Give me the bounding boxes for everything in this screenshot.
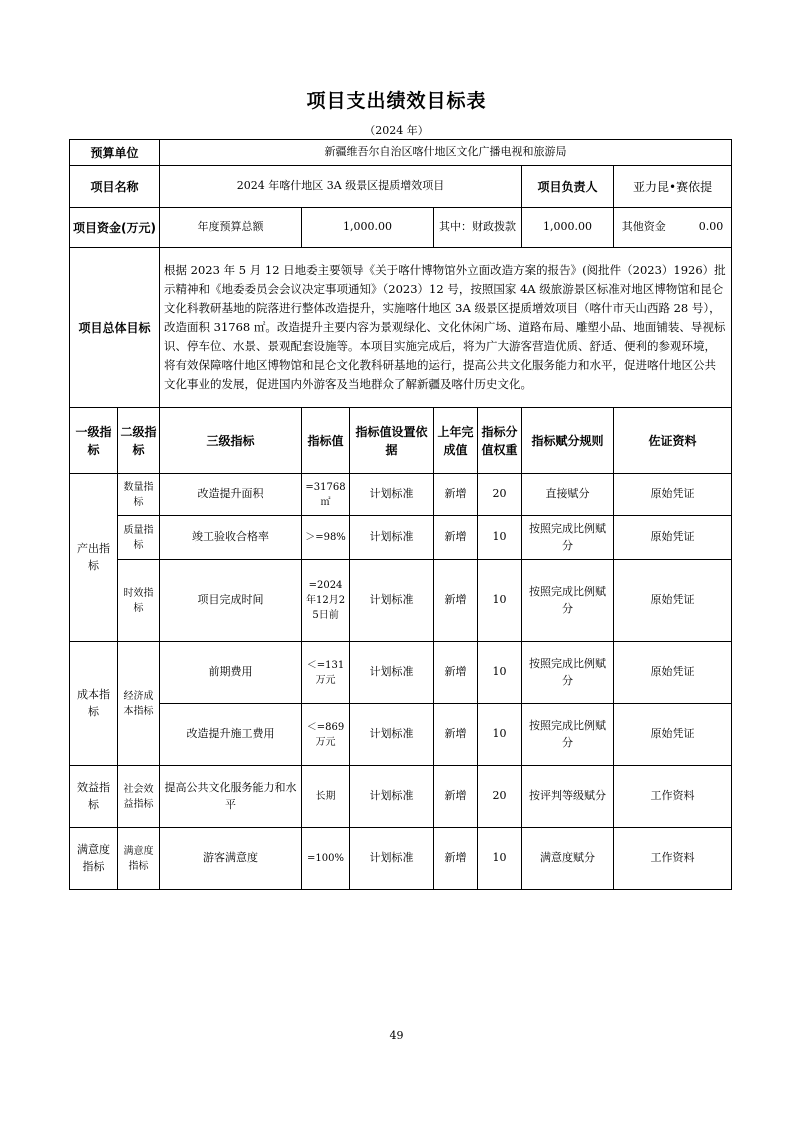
value-cell: =2024年12月25日前 — [302, 560, 350, 642]
other-funds-value: 0.00 — [698, 220, 724, 234]
table-row — [70, 642, 732, 704]
value-cell: 长期 — [302, 766, 350, 828]
weight-cell: 10 — [478, 560, 522, 642]
level2-cell: 经济成本指标 — [118, 642, 160, 766]
basis-cell: 计划标准 — [350, 516, 434, 560]
other-funds-cell — [614, 208, 732, 248]
evidence-cell: 原始凭证 — [614, 560, 732, 642]
fiscal-allocation-label: 其中：财政拨款 — [434, 208, 522, 248]
annual-budget-total-value: 1,000.00 — [302, 208, 434, 248]
weight-cell: 20 — [478, 474, 522, 516]
scoring-rule-cell: 按评判等级赋分 — [522, 766, 614, 828]
project-name-value: 2024 年喀什地区 3A 级景区提质增效项目 — [160, 166, 522, 208]
level3-cell: 前期费用 — [160, 642, 302, 704]
weight-cell: 10 — [478, 704, 522, 766]
level3-cell: 项目完成时间 — [160, 560, 302, 642]
weight-cell: 10 — [478, 642, 522, 704]
header-basis: 指标值设置依据 — [350, 408, 434, 474]
level3-cell: 竣工验收合格率 — [160, 516, 302, 560]
level3-cell: 改造提升面积 — [160, 474, 302, 516]
scoring-rule-cell: 按照完成比例赋分 — [522, 642, 614, 704]
header-level1: 一级指标 — [70, 408, 118, 474]
level1-cell: 效益指标 — [70, 766, 118, 828]
weight-cell: 20 — [478, 766, 522, 828]
scoring-rule-cell: 满意度赋分 — [522, 828, 614, 890]
basis-cell: 计划标准 — [350, 642, 434, 704]
overall-goal-text: 根据 2023 年 5 月 12 日地委主要领导《关于喀什博物馆外立面改造方案的报告》(阅批件（2023）1926）批示精神和《地委委员会会议决定事项通知》（2023）12 号，按照国家 4A 级旅游景区标准对地区博物馆和昆仑文化科教研基地的院落进行整体改造提升，实施喀什地区 3A 级景区提质增效项目（喀什市天山西路 28 号），改造面积 31768 ㎡。改造提升主要内容为景观绿化、文化休闲广场、道路布局、雕塑小品、地面铺装、导视标识、停车位、水景、景观配套设施等。本项目实施完成后，将为广大游客营造优质、舒适、便利的参观环境，将有效保障喀什地区博物馆和昆仑文化教科研基地的运行，提高公共文化服务能力和水平，促进喀什地区公共文化事业的发展，促进国内外游客及当地群众了解新疆及喀什历史文化。 — [160, 248, 732, 408]
prev-year-cell: 新增 — [434, 704, 478, 766]
prev-year-cell: 新增 — [434, 474, 478, 516]
project-name-label: 项目名称 — [70, 166, 160, 208]
scoring-rule-cell: 按照完成比例赋分 — [522, 516, 614, 560]
table-row — [70, 560, 732, 642]
evidence-cell: 工作资料 — [614, 828, 732, 890]
table-row — [70, 766, 732, 828]
basis-cell: 计划标准 — [350, 474, 434, 516]
header-evidence: 佐证资料 — [614, 408, 732, 474]
table-row — [70, 828, 732, 890]
table-row — [70, 516, 732, 560]
level3-cell: 游客满意度 — [160, 828, 302, 890]
scoring-rule-cell: 按照完成比例赋分 — [522, 704, 614, 766]
project-lead-value: 亚力昆•赛依提 — [614, 166, 732, 208]
table-row — [70, 474, 732, 516]
header-scoring-rule: 指标赋分规则 — [522, 408, 614, 474]
header-value: 指标值 — [302, 408, 350, 474]
header-weight: 指标分值权重 — [478, 408, 522, 474]
value-cell: =100% — [302, 828, 350, 890]
weight-cell: 10 — [478, 828, 522, 890]
value-cell: ＜=131万元 — [302, 642, 350, 704]
table-row — [70, 704, 732, 766]
basis-cell: 计划标准 — [350, 704, 434, 766]
weight-cell: 10 — [478, 516, 522, 560]
header-level3: 三级指标 — [160, 408, 302, 474]
scoring-rule-cell: 按照完成比例赋分 — [522, 560, 614, 642]
evidence-cell: 原始凭证 — [614, 516, 732, 560]
level1-cell: 满意度指标 — [70, 828, 118, 890]
level2-cell: 质量指标 — [118, 516, 160, 560]
prev-year-cell: 新增 — [434, 560, 478, 642]
level2-cell: 社会效益指标 — [118, 766, 160, 828]
prev-year-cell: 新增 — [434, 828, 478, 890]
performance-goal-table — [69, 139, 732, 890]
header-prev-year: 上年完成值 — [434, 408, 478, 474]
project-lead-label: 项目负责人 — [522, 166, 614, 208]
value-cell: ＜=869万元 — [302, 704, 350, 766]
evidence-cell: 原始凭证 — [614, 474, 732, 516]
level2-cell: 数量指标 — [118, 474, 160, 516]
page-title: 项目支出绩效目标表 — [306, 90, 487, 112]
project-funds-label: 项目资金(万元) — [70, 208, 160, 248]
value-cell: ＞=98% — [302, 516, 350, 560]
level1-cell: 产出指标 — [70, 474, 118, 642]
year-label: （2024 年） — [364, 124, 429, 137]
annual-budget-total-label: 年度预算总额 — [160, 208, 302, 248]
level2-cell: 时效指标 — [118, 560, 160, 642]
basis-cell: 计划标准 — [350, 766, 434, 828]
level2-cell: 满意度指标 — [118, 828, 160, 890]
page-number: 49 — [389, 1029, 404, 1042]
evidence-cell: 工作资料 — [614, 766, 732, 828]
level3-cell: 提高公共文化服务能力和水平 — [160, 766, 302, 828]
fiscal-allocation-value: 1,000.00 — [522, 208, 614, 248]
other-funds-label: 其他资金 — [621, 220, 666, 234]
evidence-cell: 原始凭证 — [614, 642, 732, 704]
prev-year-cell: 新增 — [434, 642, 478, 704]
scoring-rule-cell: 直接赋分 — [522, 474, 614, 516]
prev-year-cell: 新增 — [434, 766, 478, 828]
header-level2: 二级指标 — [118, 408, 160, 474]
basis-cell: 计划标准 — [350, 560, 434, 642]
level1-cell: 成本指标 — [70, 642, 118, 766]
evidence-cell: 原始凭证 — [614, 704, 732, 766]
budget-unit-value: 新疆维吾尔自治区喀什地区文化广播电视和旅游局 — [160, 140, 732, 166]
budget-unit-label: 预算单位 — [70, 140, 160, 166]
prev-year-cell: 新增 — [434, 516, 478, 560]
value-cell: =31768 ㎡ — [302, 474, 350, 516]
level3-cell: 改造提升施工费用 — [160, 704, 302, 766]
overall-goal-label: 项目总体目标 — [70, 248, 160, 408]
basis-cell: 计划标准 — [350, 828, 434, 890]
